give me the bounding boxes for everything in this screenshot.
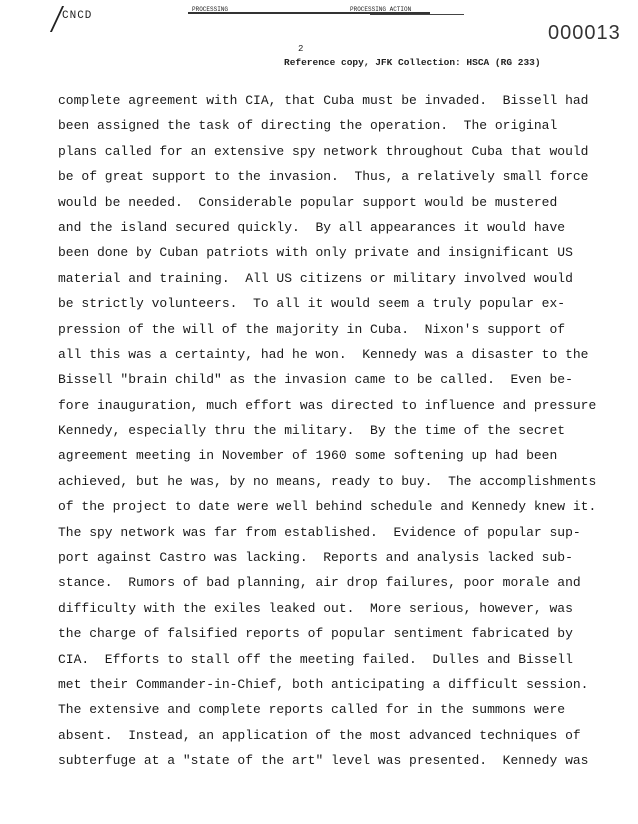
- reference-line: Reference copy, JFK Collection: HSCA (RG 233): [284, 57, 541, 68]
- body-line: plans called for an extensive spy network throughout Cuba that would: [58, 143, 589, 159]
- processing-label-right: PROCESSING ACTION: [350, 6, 412, 13]
- body-line: would be needed. Considerable popular support would be mustered: [58, 194, 558, 210]
- body-line: and the island secured quickly. By all appearances it would have: [58, 219, 566, 235]
- body-line: been assigned the task of directing the operation. The original: [58, 118, 558, 134]
- body-line: subterfuge at a "state of the art" level was presented. Kennedy was: [58, 753, 589, 769]
- body-line: Bissell "brain child" as the invasion came to be called. Even be-: [58, 372, 573, 388]
- body-line: been done by Cuban patriots with only private and insignificant US: [58, 245, 573, 261]
- body-line: material and training. All US citizens or military involved would: [58, 270, 573, 286]
- body-line: port against Castro was lacking. Reports and analysis lacked sub-: [58, 550, 573, 566]
- page-number: 2: [298, 44, 304, 54]
- body-line: stance. Rumors of bad planning, air drop failures, poor morale and: [58, 575, 581, 591]
- cncd-stamp: CNCD: [62, 10, 93, 22]
- body-line: The spy network was far from established. Evidence of popular sup-: [58, 524, 581, 540]
- body-line: the charge of falsified reports of popular sentiment fabricated by: [58, 626, 573, 642]
- body-line: absent. Instead, an application of the most advanced techniques of: [58, 727, 581, 743]
- body-line: complete agreement with CIA, that Cuba must be invaded. Bissell had: [58, 93, 589, 108]
- body-line: be strictly volunteers. To all it would seem a truly popular ex-: [58, 296, 566, 312]
- body-line: Kennedy, especially thru the military. By the time of the secret: [58, 423, 566, 439]
- body-line: achieved, but he was, by no means, ready to buy. The accomplishments: [58, 473, 597, 489]
- body-line: pression of the will of the majority in Cuba. Nixon's support of: [58, 321, 566, 337]
- body-line: all this was a certainty, had he won. Kennedy was a disaster to the: [58, 346, 589, 362]
- body-line: agreement meeting in November of 1960 some softening up had been: [58, 448, 558, 464]
- document-body: [58, 88, 596, 774]
- body-line: difficulty with the exiles leaked out. More serious, however, was: [58, 600, 573, 616]
- body-line: be of great support to the invasion. Thus, a relatively small force: [58, 169, 589, 185]
- body-line: met their Commander-in-Chief, both anticipating a difficult session.: [58, 676, 589, 692]
- document-number: 000013: [548, 22, 621, 44]
- header-rule-right: [370, 14, 464, 15]
- body-line: fore inauguration, much effort was directed to influence and pressure: [58, 397, 597, 413]
- body-line: CIA. Efforts to stall off the meeting failed. Dulles and Bissell: [58, 651, 573, 667]
- body-line: The extensive and complete reports called for in the summons were: [58, 702, 566, 718]
- body-line: of the project to date were well behind schedule and Kennedy knew it.: [58, 499, 597, 515]
- processing-label-left: PROCESSING: [192, 6, 229, 13]
